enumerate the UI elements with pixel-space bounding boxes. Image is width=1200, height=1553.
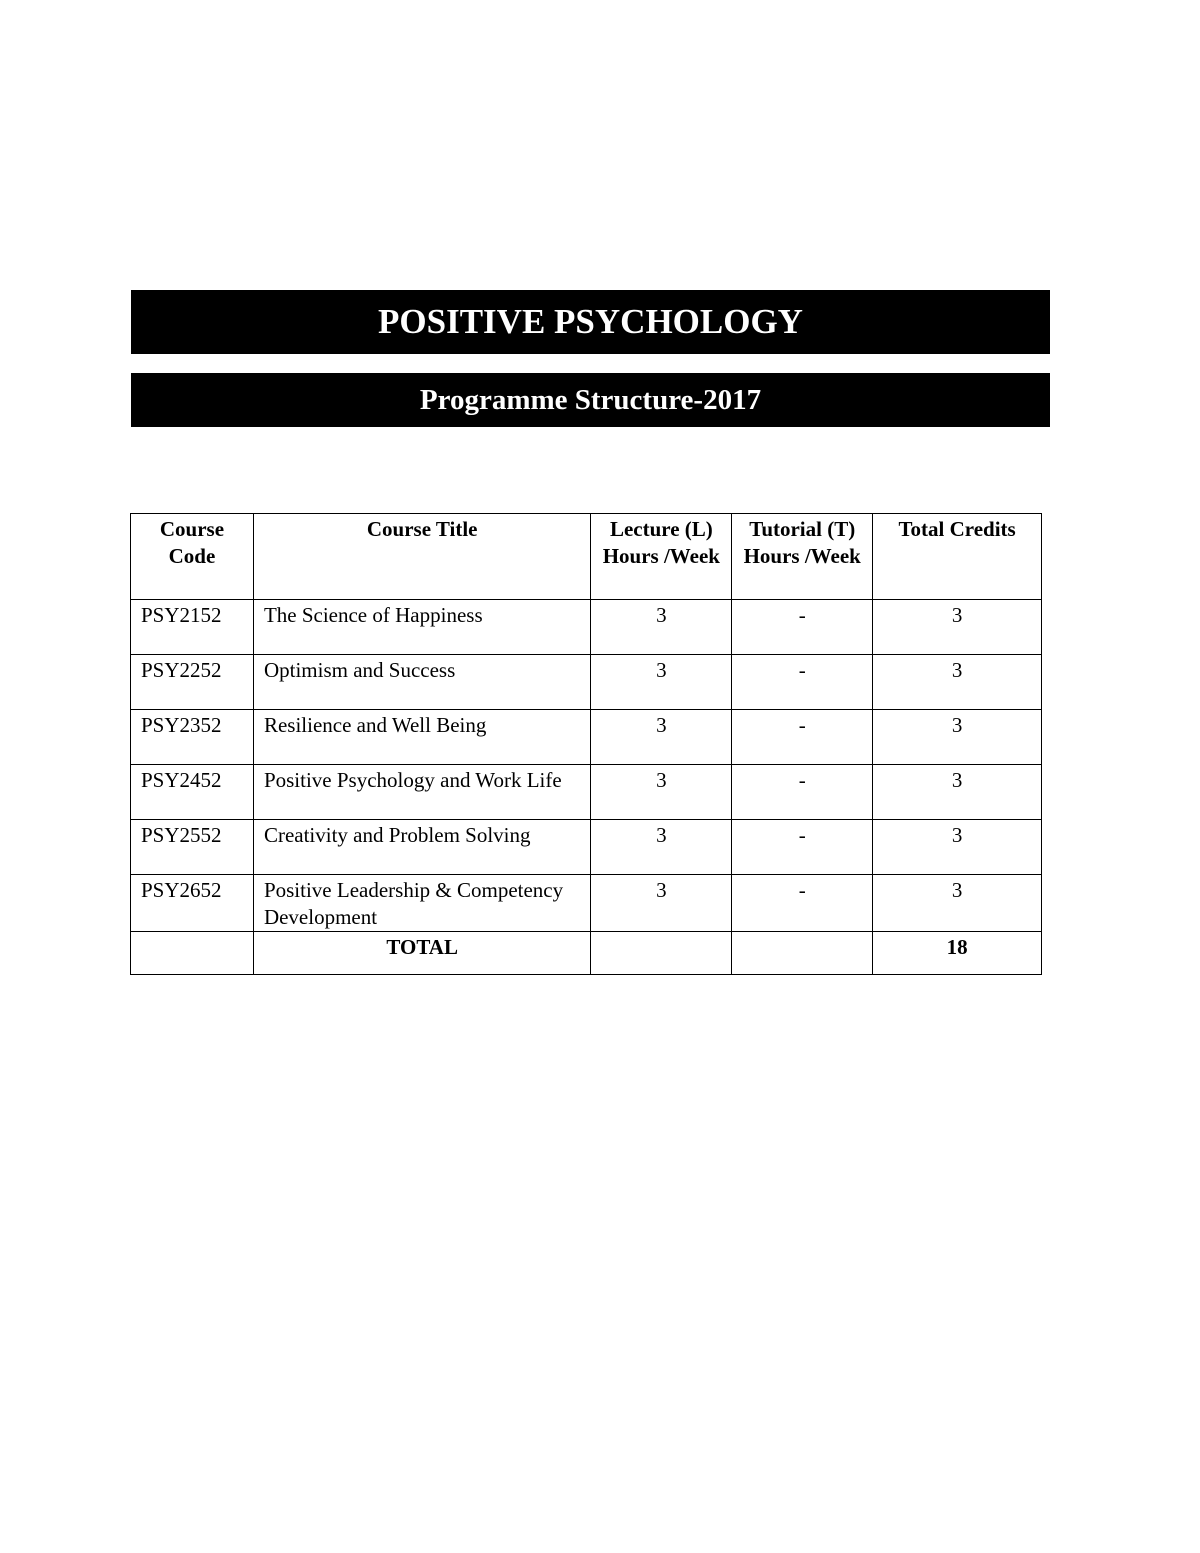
total-credits-value: 18 — [873, 932, 1042, 975]
page-subtitle: Programme Structure-2017 — [419, 383, 762, 416]
table-row — [131, 765, 1042, 820]
total-label: TOTAL — [253, 932, 590, 975]
lecture-hours-cell: 3 — [591, 655, 732, 710]
lecture-hours-cell: 3 — [591, 710, 732, 765]
lecture-hours-cell: 3 — [591, 820, 732, 875]
tutorial-hours-cell: - — [732, 600, 873, 655]
tutorial-hours-cell: - — [732, 765, 873, 820]
header-lecture-hours: Lecture (L) Hours /Week — [591, 514, 732, 600]
credits-cell: 3 — [873, 710, 1042, 765]
course-code-cell: PSY2152 — [131, 600, 254, 655]
credits-cell: 3 — [873, 600, 1042, 655]
credits-cell: 3 — [873, 875, 1042, 932]
total-row — [131, 932, 1042, 975]
course-title-cell: Resilience and Well Being — [253, 710, 590, 765]
table-row — [131, 655, 1042, 710]
course-title-cell: Optimism and Success — [253, 655, 590, 710]
total-empty-code-cell — [131, 932, 254, 975]
course-code-cell: PSY2552 — [131, 820, 254, 875]
table-row — [131, 710, 1042, 765]
course-code-cell: PSY2352 — [131, 710, 254, 765]
course-title-cell: Positive Psychology and Work Life — [253, 765, 590, 820]
tutorial-hours-cell: - — [732, 655, 873, 710]
lecture-hours-cell: 3 — [591, 600, 732, 655]
credits-cell: 3 — [873, 655, 1042, 710]
tutorial-hours-cell: - — [732, 710, 873, 765]
course-title-cell: The Science of Happiness — [253, 600, 590, 655]
total-empty-lecture-cell — [591, 932, 732, 975]
table-header-row — [131, 514, 1042, 600]
table-row — [131, 820, 1042, 875]
header-course-title: Course Title — [253, 514, 590, 600]
page-title: POSITIVE PSYCHOLOGY — [378, 302, 803, 341]
total-empty-tutorial-cell — [732, 932, 873, 975]
header-course-code: Course Code — [131, 514, 254, 600]
subtitle-banner — [131, 373, 1050, 427]
programme-structure-table — [130, 513, 1042, 975]
credits-cell: 3 — [873, 765, 1042, 820]
course-title-cell: Positive Leadership & Competency Development — [253, 875, 590, 932]
credits-cell: 3 — [873, 820, 1042, 875]
lecture-hours-cell: 3 — [591, 765, 732, 820]
header-total-credits: Total Credits — [873, 514, 1042, 600]
table-row — [131, 600, 1042, 655]
page-title-banner — [131, 290, 1050, 354]
course-title-cell: Creativity and Problem Solving — [253, 820, 590, 875]
lecture-hours-cell: 3 — [591, 875, 732, 932]
tutorial-hours-cell: - — [732, 875, 873, 932]
tutorial-hours-cell: - — [732, 820, 873, 875]
course-code-cell: PSY2652 — [131, 875, 254, 932]
course-code-cell: PSY2252 — [131, 655, 254, 710]
table-row — [131, 875, 1042, 932]
course-code-cell: PSY2452 — [131, 765, 254, 820]
header-tutorial-hours: Tutorial (T) Hours /Week — [732, 514, 873, 600]
